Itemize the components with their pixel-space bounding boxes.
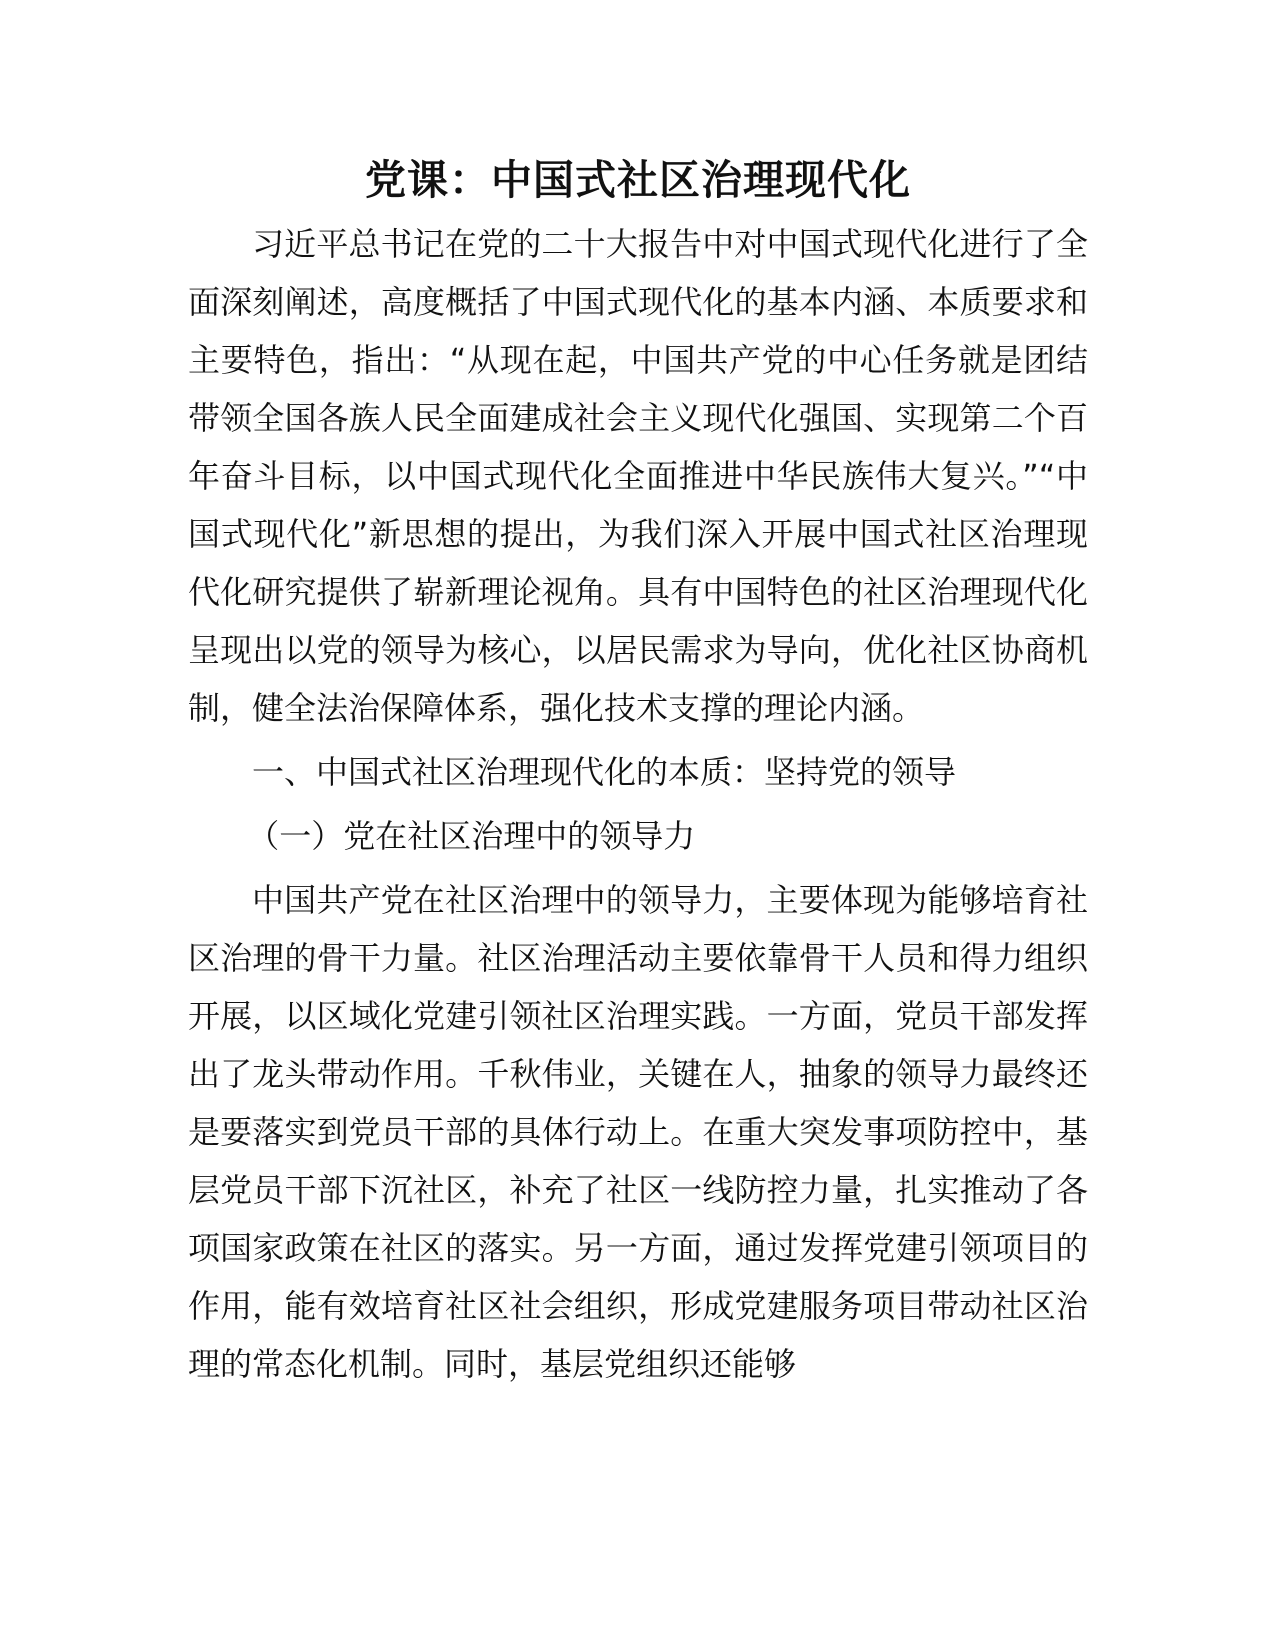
subsection-heading: （一）党在社区治理中的领导力 [247,817,696,855]
body-paragraph: 中国共产党在社区治理中的领导力，主要体现为能够培育社区治理的骨干力量。社区治理活动主要依靠骨干人员和得力组织开展，以区域化党建引领社区治理实践。一方面，党员干部发挥出了龙头带动作用。千秋伟业，关键在人，抽象的领导力最终还是要落实到党员干部的具体行动上。在重大突发事项防控中，基层党员干部下沉社区，补充了社区一线防控力量，扎实推动了各项国家政策在社区的落实。另一方面，通过发挥党建引领项目的作用，能有效培育社区社会组织，形成党建服务项目带动社区治理的常态化机制。同时，基层党组织还能够 [188,881,1088,1383]
document-body [188,145,1088,1393]
intro-paragraph: 习近平总书记在党的二十大报告中对中国式现代化进行了全面深刻阐述，高度概括了中国式现代化的基本内涵、本质要求和主要特色，指出：“从现在起，中国共产党的中心任务就是团结带领全国各族人民全面建成社会主义现代化强国、实现第二个百年奋斗目标，以中国式现代化全面推进中华民族伟大复兴。”“中国式现代化”新思想的提出，为我们深入开展中国式社区治理现代化研究提供了崭新理论视角。具有中国特色的社区治理现代化呈现出以党的领导为核心，以居民需求为导向，优化社区协商机制，健全法治保障体系，强化技术支撑的理论内涵。 [188,225,1088,727]
document-title: 党课：中国式社区治理现代化 [365,156,911,204]
section-heading: 一、中国式社区治理现代化的本质：坚持党的领导 [252,753,957,791]
